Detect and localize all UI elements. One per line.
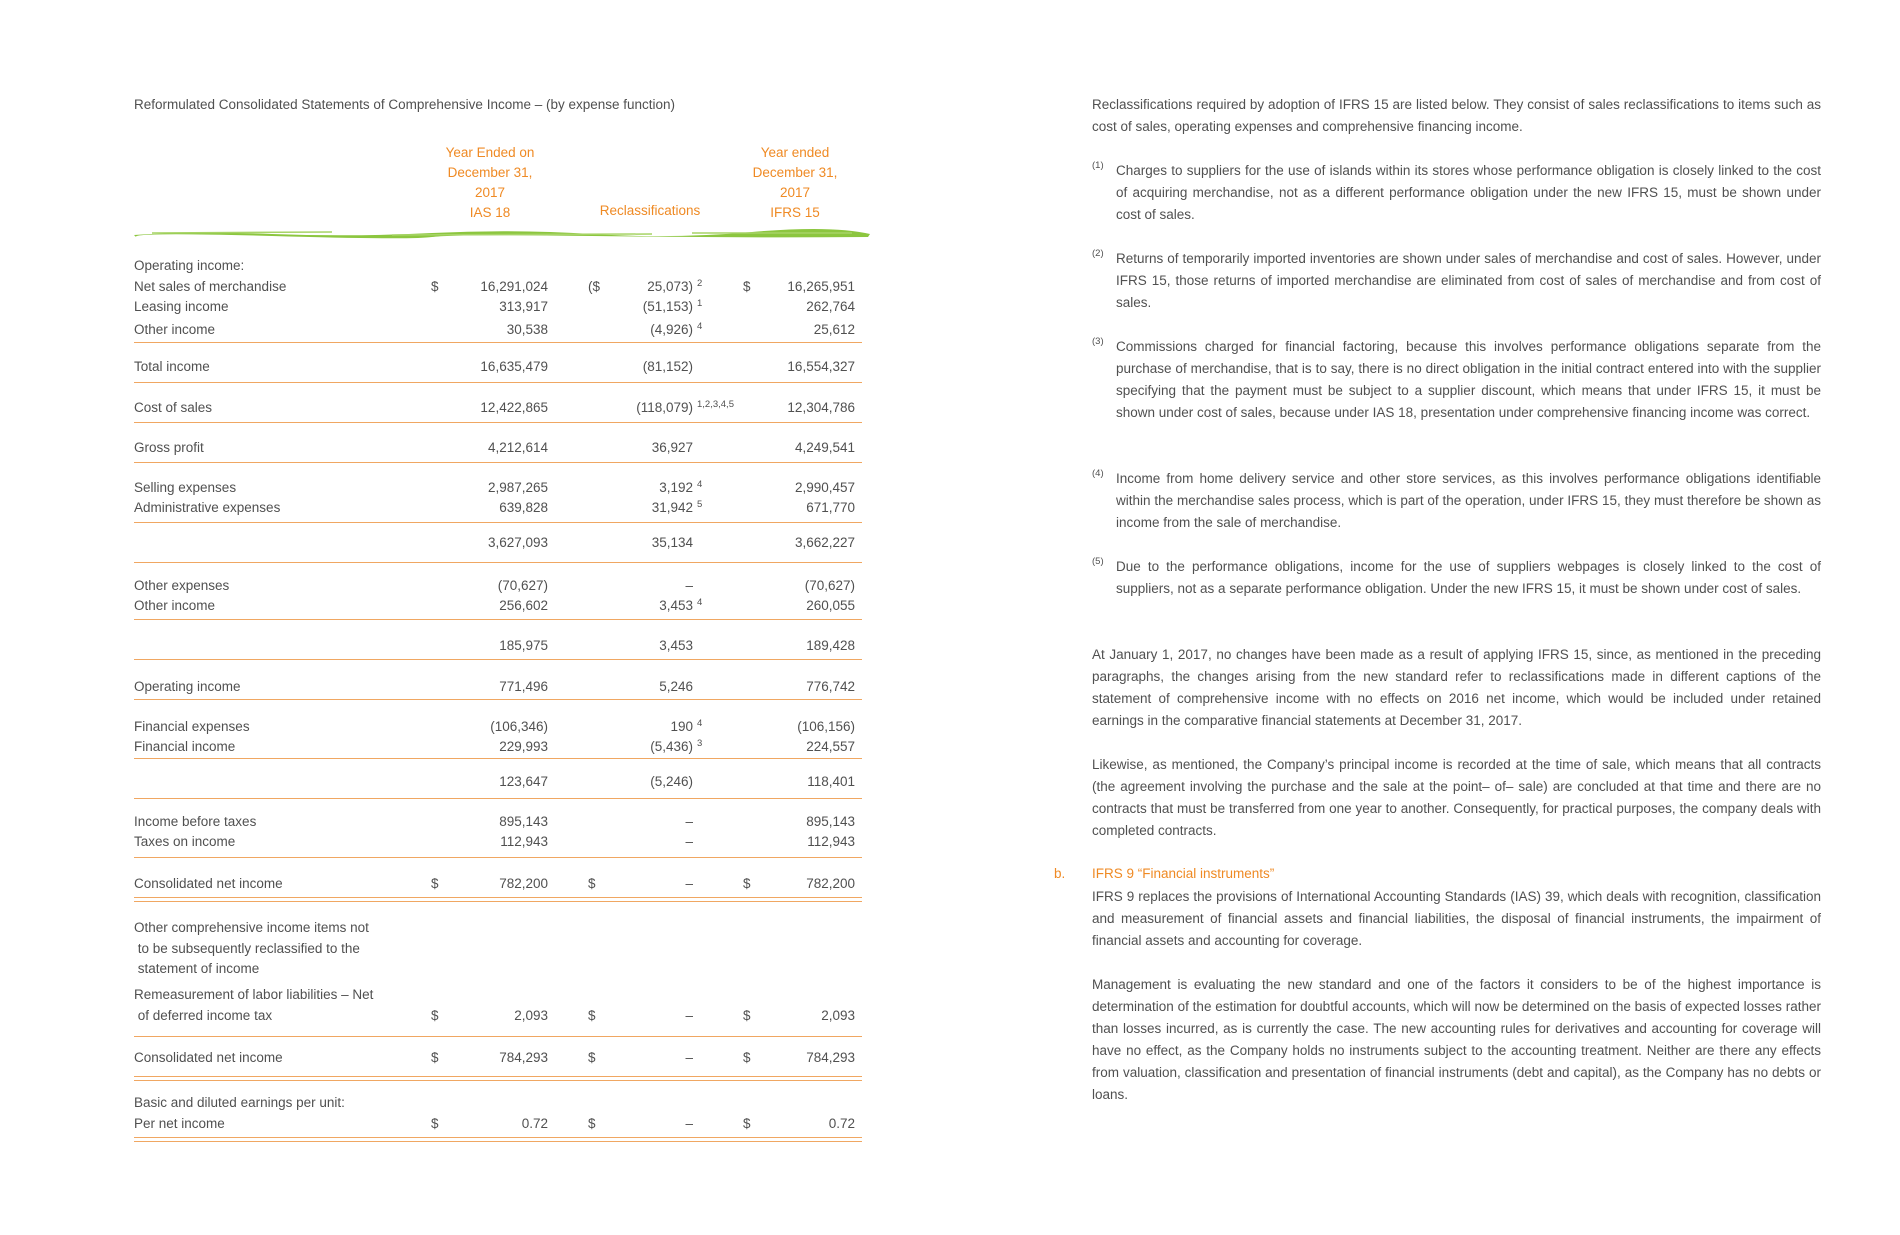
value-ias18: (106,346) (490, 719, 548, 734)
rule (134, 798, 862, 799)
row-label: Income before taxes (134, 814, 257, 829)
row-label: Other expenses (134, 578, 230, 593)
value-ias18: 112,943 (500, 834, 548, 849)
reclassification-amount: – (685, 834, 693, 849)
value-reclassification (585, 499, 703, 516)
row-label: Financial expenses (134, 719, 250, 734)
row-label: to be subsequently reclassified to the (134, 941, 360, 956)
value-reclassification (585, 814, 693, 830)
value-ias18: 784,293 (499, 1050, 548, 1065)
row-label: Net sales of merchandise (134, 279, 287, 294)
row-label: Total income (134, 359, 210, 374)
section-title: IFRS 9 “Financial instruments” (1092, 866, 1275, 881)
reclassification-amount: – (685, 1008, 693, 1023)
value-reclassification (585, 597, 703, 614)
reclassification-amount: 25,073) (647, 279, 693, 294)
header-reclassifications: Reclassifications (599, 203, 701, 218)
value-reclassification (585, 1116, 693, 1132)
footnote-2 (1092, 248, 1821, 314)
value-ias18: 771,496 (499, 679, 548, 694)
footnote-mark: (5) (1092, 556, 1104, 567)
paragraph-principal-income: Likewise, as mentioned, the Company’s principal income is recorded at the time of sale, which means that all contracts (the agreement involving the purchase and the sale at the point– of– sale) are concluded at that time and there are no contracts that must be transferred from one year to another. Consequently, for practical purposes, the company deals with completed contracts. (1092, 757, 1821, 838)
value-reclassification (585, 1050, 693, 1066)
currency-symbol: $ (431, 1008, 439, 1023)
value-ias18: 639,828 (499, 500, 548, 515)
value-ifrs15: 4,249,541 (794, 440, 855, 455)
value-ias18: 256,602 (499, 598, 548, 613)
currency-symbol: $ (431, 1116, 439, 1131)
value-ifrs15: 0.72 (828, 1116, 855, 1131)
rule (134, 342, 862, 343)
reclassification-amount: (81,152) (642, 359, 693, 374)
value-reclassification (585, 399, 734, 416)
reclassification-amount: 36,927 (651, 440, 693, 455)
value-ias18: 3,627,093 (487, 535, 548, 550)
footnote-reference: 4 (697, 718, 703, 729)
currency-symbol: $ (588, 876, 596, 891)
row-label: Operating income: (134, 258, 245, 273)
value-ias18: 123,647 (499, 774, 548, 789)
reclassification-amount: – (685, 876, 693, 891)
header-ias18: Year Ended on December 31, 2017 IAS 18 (445, 145, 535, 220)
footnote-text: Returns of temporarily imported inventories are shown under sales of merchandise and cost of sales. However, under IFRS 15, those returns of imported merchandise are eliminated from cost of sales of merchandise and from cost of sales. (1116, 251, 1821, 310)
value-ias18: 0.72 (521, 1116, 548, 1131)
value-ias18: 185,975 (499, 638, 548, 653)
value-ifrs15: 671,770 (806, 500, 855, 515)
currency-symbol: $ (588, 1116, 596, 1131)
footnote-3 (1092, 336, 1821, 424)
value-ifrs15: 224,557 (806, 739, 855, 754)
footnote-text: Charges to suppliers for the use of islands within its stores whose performance obligation is closely linked to the cost of acquiring merchandise, not as a different performance obligation under the new IFRS 15, must be shown under cost of sales. (1116, 163, 1821, 222)
currency-symbol: $ (743, 1116, 751, 1131)
paragraph-ifrs9: IFRS 9 replaces the provisions of International Accounting Standards (IAS) 39, which deals with recognition, classification and measurement of financial assets and financial liabilities, the disposal of financial instruments, the impairment of financial assets and accounting for coverage. (1092, 889, 1821, 948)
footnote-5 (1092, 556, 1821, 600)
value-ias18: 12,422,865 (480, 400, 548, 415)
row-label: of deferred income tax (134, 1008, 273, 1023)
footnote-reference: 4 (697, 321, 703, 332)
footnote-text: Due to the performance obligations, income for the use of suppliers webpages is closely linked to the cost of suppliers, not as a separate performance obligation. Under the new IFRS 15, it must be shown under cost of sales. (1116, 559, 1821, 596)
rule (134, 758, 862, 759)
value-ifrs15: 895,143 (806, 814, 855, 829)
value-ifrs15: 16,554,327 (787, 359, 855, 374)
reclassification-amount: (5,436) (650, 739, 693, 754)
value-ifrs15: 776,742 (806, 679, 855, 694)
value-ifrs15: (106,156) (797, 719, 855, 734)
value-ifrs15: 25,612 (813, 322, 855, 337)
row-label: Gross profit (134, 440, 204, 455)
value-ias18: 16,291,024 (480, 279, 548, 294)
value-ifrs15: 784,293 (806, 1050, 855, 1065)
value-ifrs15: 2,093 (821, 1008, 855, 1023)
footnote-reference: 1 (697, 298, 703, 309)
value-ias18: 4,212,614 (487, 440, 548, 455)
value-ifrs15: 2,990,457 (794, 480, 855, 495)
rule (134, 562, 862, 563)
value-reclassification (585, 638, 693, 654)
row-label: Other income (134, 598, 216, 613)
footnote-1 (1092, 160, 1821, 226)
value-reclassification (585, 718, 703, 735)
value-reclassification (585, 738, 703, 755)
reclassification-amount: (51,153) (642, 299, 693, 314)
rule (134, 699, 862, 700)
section-letter: b. (1054, 866, 1066, 881)
reclassification-amount: (5,246) (650, 774, 693, 789)
currency-symbol: $ (431, 876, 439, 891)
value-ifrs15: 3,662,227 (794, 535, 855, 550)
rule (134, 462, 862, 463)
row-label: Financial income (134, 739, 236, 754)
currency-symbol: $ (588, 1050, 596, 1065)
value-ifrs15: 118,401 (807, 774, 855, 789)
currency-symbol: $ (743, 279, 751, 294)
value-ifrs15: 112,943 (807, 834, 855, 849)
value-ifrs15: 260,055 (806, 598, 855, 613)
reclassification-amount: 31,942 (651, 500, 693, 515)
row-label: Consolidated net income (134, 1050, 283, 1065)
rule (134, 522, 862, 523)
value-ifrs15: 782,200 (806, 876, 855, 891)
footnote-mark: (2) (1092, 248, 1104, 259)
row-label: Leasing income (134, 299, 229, 314)
value-reclassification (585, 535, 693, 551)
value-reclassification (585, 359, 693, 375)
reclassification-amount: 5,246 (659, 679, 693, 694)
rule (134, 659, 862, 660)
value-ifrs15: 262,764 (806, 299, 855, 314)
reclassification-amount: 190 (670, 719, 693, 734)
reclassification-amount: – (685, 814, 693, 829)
value-ias18: 30,538 (506, 322, 548, 337)
value-reclassification (585, 298, 703, 315)
footnote-reference: 3 (697, 738, 703, 749)
currency-symbol: $ (743, 876, 751, 891)
footnote-reference: 2 (697, 278, 703, 289)
reclassification-amount: 35,134 (651, 535, 693, 550)
value-ifrs15: 189,428 (806, 638, 855, 653)
intro-paragraph: Reclassifications required by adoption of IFRS 15 are listed below. They consist of sales reclassifications to items such as cost of sales, operating expenses and comprehensive financing income. (1092, 97, 1821, 134)
value-ias18: 2,987,265 (487, 480, 548, 495)
value-ifrs15: (70,627) (804, 578, 855, 593)
row-label: Remeasurement of labor liabilities – Net (134, 987, 374, 1002)
reclassification-amount: 3,453 (659, 638, 693, 653)
value-ias18: 229,993 (499, 739, 548, 754)
value-ias18: 895,143 (499, 814, 548, 829)
currency-symbol: $ (743, 1050, 751, 1065)
double-rule (134, 897, 862, 902)
reclassification-amount: (4,926) (650, 322, 693, 337)
double-rule (134, 1137, 862, 1142)
rule (134, 857, 862, 858)
paragraph-management: Management is evaluating the new standard and one of the factors it considers to be of the highest importance is determination of the estimation for doubtful accounts, which will now be determined on the basis of expected losses rather than losses incurred, as is currently the case. The new accounting rules for derivatives and accounting for coverage will have no effect, as the Company holds no instruments subject to the accounting treatment. Neither are there any effects from valuation, classification and presentation of financial instruments (debt and capital), as the Company has no debts or loans. (1092, 977, 1821, 1102)
row-label: Other comprehensive income items not (134, 920, 369, 935)
header-ifrs15: Year ended December 31, 2017 IFRS 15 (752, 145, 838, 220)
footnote-mark: (1) (1092, 160, 1104, 171)
value-ifrs15: 16,265,951 (787, 279, 855, 294)
row-label: Other income (134, 322, 216, 337)
value-reclassification (585, 774, 693, 790)
row-label: Cost of sales (134, 400, 213, 415)
reclassification-amount: – (685, 1050, 693, 1065)
row-label: Consolidated net income (134, 876, 283, 891)
row-label: Taxes on income (134, 834, 236, 849)
footnote-reference: 4 (697, 597, 703, 608)
row-label: Operating income (134, 679, 241, 694)
row-label: Basic and diluted earnings per unit: (134, 1095, 345, 1110)
currency-symbol: ($ (588, 279, 601, 294)
value-ias18: (70,627) (497, 578, 548, 593)
value-ias18: 16,635,479 (480, 359, 548, 374)
currency-symbol: $ (588, 1008, 596, 1023)
value-reclassification (585, 679, 693, 695)
footnote-reference: 5 (697, 499, 703, 510)
row-label: Per net income (134, 1116, 225, 1131)
currency-symbol: $ (743, 1008, 751, 1023)
reclassification-amount: (118,079) (636, 400, 693, 415)
double-rule (134, 1076, 862, 1081)
rule (134, 619, 862, 620)
header-divider-brush (132, 228, 872, 240)
value-reclassification (585, 876, 693, 892)
footnote-mark: (4) (1092, 468, 1104, 479)
row-label: Administrative expenses (134, 500, 281, 515)
rule (134, 1036, 862, 1037)
footnote-4 (1092, 468, 1821, 534)
value-reclassification (585, 321, 703, 338)
value-ias18: 2,093 (514, 1008, 548, 1023)
rule (134, 382, 862, 383)
value-reclassification (585, 1008, 693, 1024)
paragraph-ifrs15-effects: At January 1, 2017, no changes have been made as a result of applying IFRS 15, since, as mentioned in the preceding paragraphs, the changes arising from the new standard refer to reclassifications made in different captions of the statement of comprehensive income with no effects on 2016 net income, which would be included under retained earnings in the comparative financial statements at December 31, 2017. (1092, 647, 1821, 728)
reclassification-amount: 3,192 (659, 480, 693, 495)
value-reclassification (585, 834, 693, 850)
footnote-reference: 1,2,3,4,5 (697, 399, 734, 410)
statement-title: Reformulated Consolidated Statements of Comprehensive Income – (by expense function) (134, 97, 676, 112)
value-ias18: 782,200 (499, 876, 548, 891)
footnote-text: Commissions charged for financial factoring, because this involves performance obligations separate from the purchase of merchandise, that is to say, there is no direct obligation in the initial contract entered into with the supplier specifying that the payment must be subject to a supplier discount, which means that under IFRS 15, it must be shown under cost of sales, because under IAS 18, presentation under comprehensive financing income was correct. (1116, 339, 1821, 420)
rule (134, 422, 862, 423)
reclassification-amount: – (685, 1116, 693, 1131)
reclassification-amount: 3,453 (659, 598, 693, 613)
footnote-text: Income from home delivery service and other store services, as this involves performance obligations identifiable within the merchandise sales process, which is part of the operation, under IFRS 15, they must therefore be shown as income from the sale of merchandise. (1116, 471, 1821, 530)
value-reclassification (585, 278, 703, 295)
value-reclassification (585, 578, 693, 594)
value-ifrs15: 12,304,786 (787, 400, 855, 415)
reclassification-amount: – (685, 578, 693, 593)
row-label: Selling expenses (134, 480, 237, 495)
value-reclassification (585, 440, 693, 456)
row-label: statement of income (134, 961, 260, 976)
value-ias18: 313,917 (499, 299, 548, 314)
value-reclassification (585, 479, 703, 496)
currency-symbol: $ (431, 279, 439, 294)
currency-symbol: $ (431, 1050, 439, 1065)
footnote-mark: (3) (1092, 336, 1104, 347)
footnote-reference: 4 (697, 479, 703, 490)
